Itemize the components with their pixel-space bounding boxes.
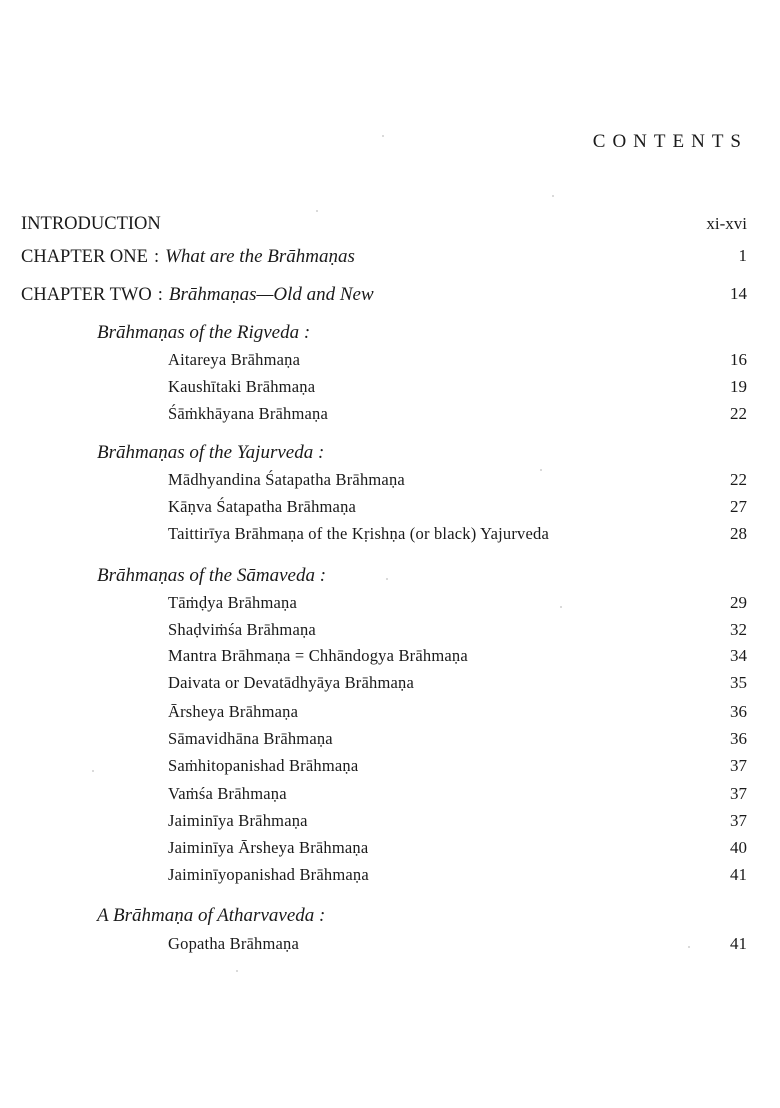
page-number: 28 xyxy=(730,524,747,543)
page-number: 41 xyxy=(730,865,747,884)
page-number: xi-xvi xyxy=(706,214,747,233)
toc-entry xyxy=(0,729,780,755)
section-title: Brāhmaṇas of the Yajurveda : xyxy=(97,442,325,463)
entry-label: Shaḍviṁśa Brāhmaṇa xyxy=(168,620,316,639)
entry-label xyxy=(21,284,374,306)
entry-label: Saṁhitopanishad Brāhmaṇa xyxy=(168,756,359,775)
entry-label: Tāṁḍya Brāhmaṇa xyxy=(168,593,297,612)
toc-entry-chapter-one xyxy=(0,246,780,272)
toc-entry-introduction xyxy=(0,214,780,240)
toc-entry xyxy=(0,756,780,782)
page-number: 35 xyxy=(730,673,747,692)
entry-label: Mādhyandina Śatapatha Brāhmaṇa xyxy=(168,470,405,489)
entry-label: Vaṁśa Brāhmaṇa xyxy=(168,784,287,803)
page-number: 37 xyxy=(730,811,747,830)
page-number: 14 xyxy=(730,284,747,303)
section-heading-rigveda xyxy=(0,322,780,348)
toc-entry xyxy=(0,646,780,672)
toc-entry xyxy=(0,470,780,496)
entry-label: Taittirīya Brāhmaṇa of the Kṛishṇa (or black) Yajurveda xyxy=(168,524,549,543)
page-number: 36 xyxy=(730,702,747,721)
scan-speck xyxy=(540,469,542,471)
toc-entry xyxy=(0,377,780,403)
page-number: 36 xyxy=(730,729,747,748)
entry-caps: CHAPTER ONE xyxy=(21,247,148,267)
entry-label: Kāṇva Śatapatha Brāhmaṇa xyxy=(168,497,357,516)
page-number: 1 xyxy=(738,246,747,265)
entry-label: Gopatha Brāhmaṇa xyxy=(168,934,300,953)
entry-label xyxy=(21,214,161,235)
toc-entry xyxy=(0,620,780,646)
toc-entry-chapter-two xyxy=(0,284,780,310)
page-number: 40 xyxy=(730,838,747,857)
entry-label: Ārsheya Brāhmaṇa xyxy=(168,702,299,721)
page-number: 37 xyxy=(730,756,747,775)
entry-label: Jaiminīya Ārsheya Brāhmaṇa xyxy=(168,838,369,857)
page-number: 34 xyxy=(730,646,747,665)
scan-speck xyxy=(92,770,94,772)
entry-title: Brāhmaṇas—Old and New xyxy=(168,284,374,305)
entry-title: What are the Brāhmaṇas xyxy=(165,246,355,267)
toc-entry xyxy=(0,497,780,523)
scan-speck xyxy=(382,135,384,137)
section-heading-atharvaveda xyxy=(0,905,780,931)
toc-entry xyxy=(0,524,780,550)
entry-label: Jaiminīya Brāhmaṇa xyxy=(168,811,308,830)
section-title: Brāhmaṇas of the Rigveda : xyxy=(97,322,311,343)
section-heading-samaveda xyxy=(0,565,780,591)
toc-entry xyxy=(0,934,780,960)
scan-speck xyxy=(386,578,388,580)
entry-separator: : xyxy=(157,285,163,305)
section-title: Brāhmaṇas of the Sāmaveda : xyxy=(97,565,327,586)
toc-entry xyxy=(0,673,780,699)
scan-speck xyxy=(560,606,562,608)
page-number: 41 xyxy=(730,934,747,953)
toc-entry xyxy=(0,350,780,376)
scan-speck xyxy=(552,195,554,197)
entry-label: Kaushītaki Brāhmaṇa xyxy=(168,377,316,396)
entry-separator: : xyxy=(153,247,160,267)
toc-entry xyxy=(0,811,780,837)
toc-entry xyxy=(0,784,780,810)
page-number: 32 xyxy=(730,620,747,639)
page-number: 27 xyxy=(730,497,747,516)
toc-entry xyxy=(0,865,780,891)
entry-label: Daivata or Devatādhyāya Brāhmaṇa xyxy=(168,673,414,692)
entry-label: Jaiminīyopanishad Brāhmaṇa xyxy=(168,865,369,884)
page-number: 29 xyxy=(730,593,747,612)
scan-speck xyxy=(316,210,318,212)
section-heading-yajurveda xyxy=(0,442,780,468)
page-number: 22 xyxy=(730,470,747,489)
entry-caps: INTRODUCTION xyxy=(21,214,161,234)
scan-speck xyxy=(688,946,690,948)
entry-label: Aitareya Brāhmaṇa xyxy=(168,350,301,369)
entry-label xyxy=(21,246,355,268)
toc-entry xyxy=(0,702,780,728)
entry-label: Mantra Brāhmaṇa = Chhāndogya Brāhmaṇa xyxy=(168,646,468,665)
section-title: A Brāhmaṇa of Atharvaveda : xyxy=(97,905,326,926)
page-number: 22 xyxy=(730,404,747,423)
toc-entry xyxy=(0,404,780,430)
page-number: 37 xyxy=(730,784,747,803)
page-number: 19 xyxy=(730,377,747,396)
entry-label: Śāṁkhāyana Brāhmaṇa xyxy=(168,404,329,423)
contents-heading: CONTENTS xyxy=(592,131,748,152)
scan-speck xyxy=(236,970,238,972)
entry-label: Sāmavidhāna Brāhmaṇa xyxy=(168,729,333,748)
page-number: 16 xyxy=(730,350,747,369)
toc-entry xyxy=(0,838,780,864)
toc-entry xyxy=(0,593,780,619)
entry-caps: CHAPTER TWO xyxy=(21,285,152,305)
